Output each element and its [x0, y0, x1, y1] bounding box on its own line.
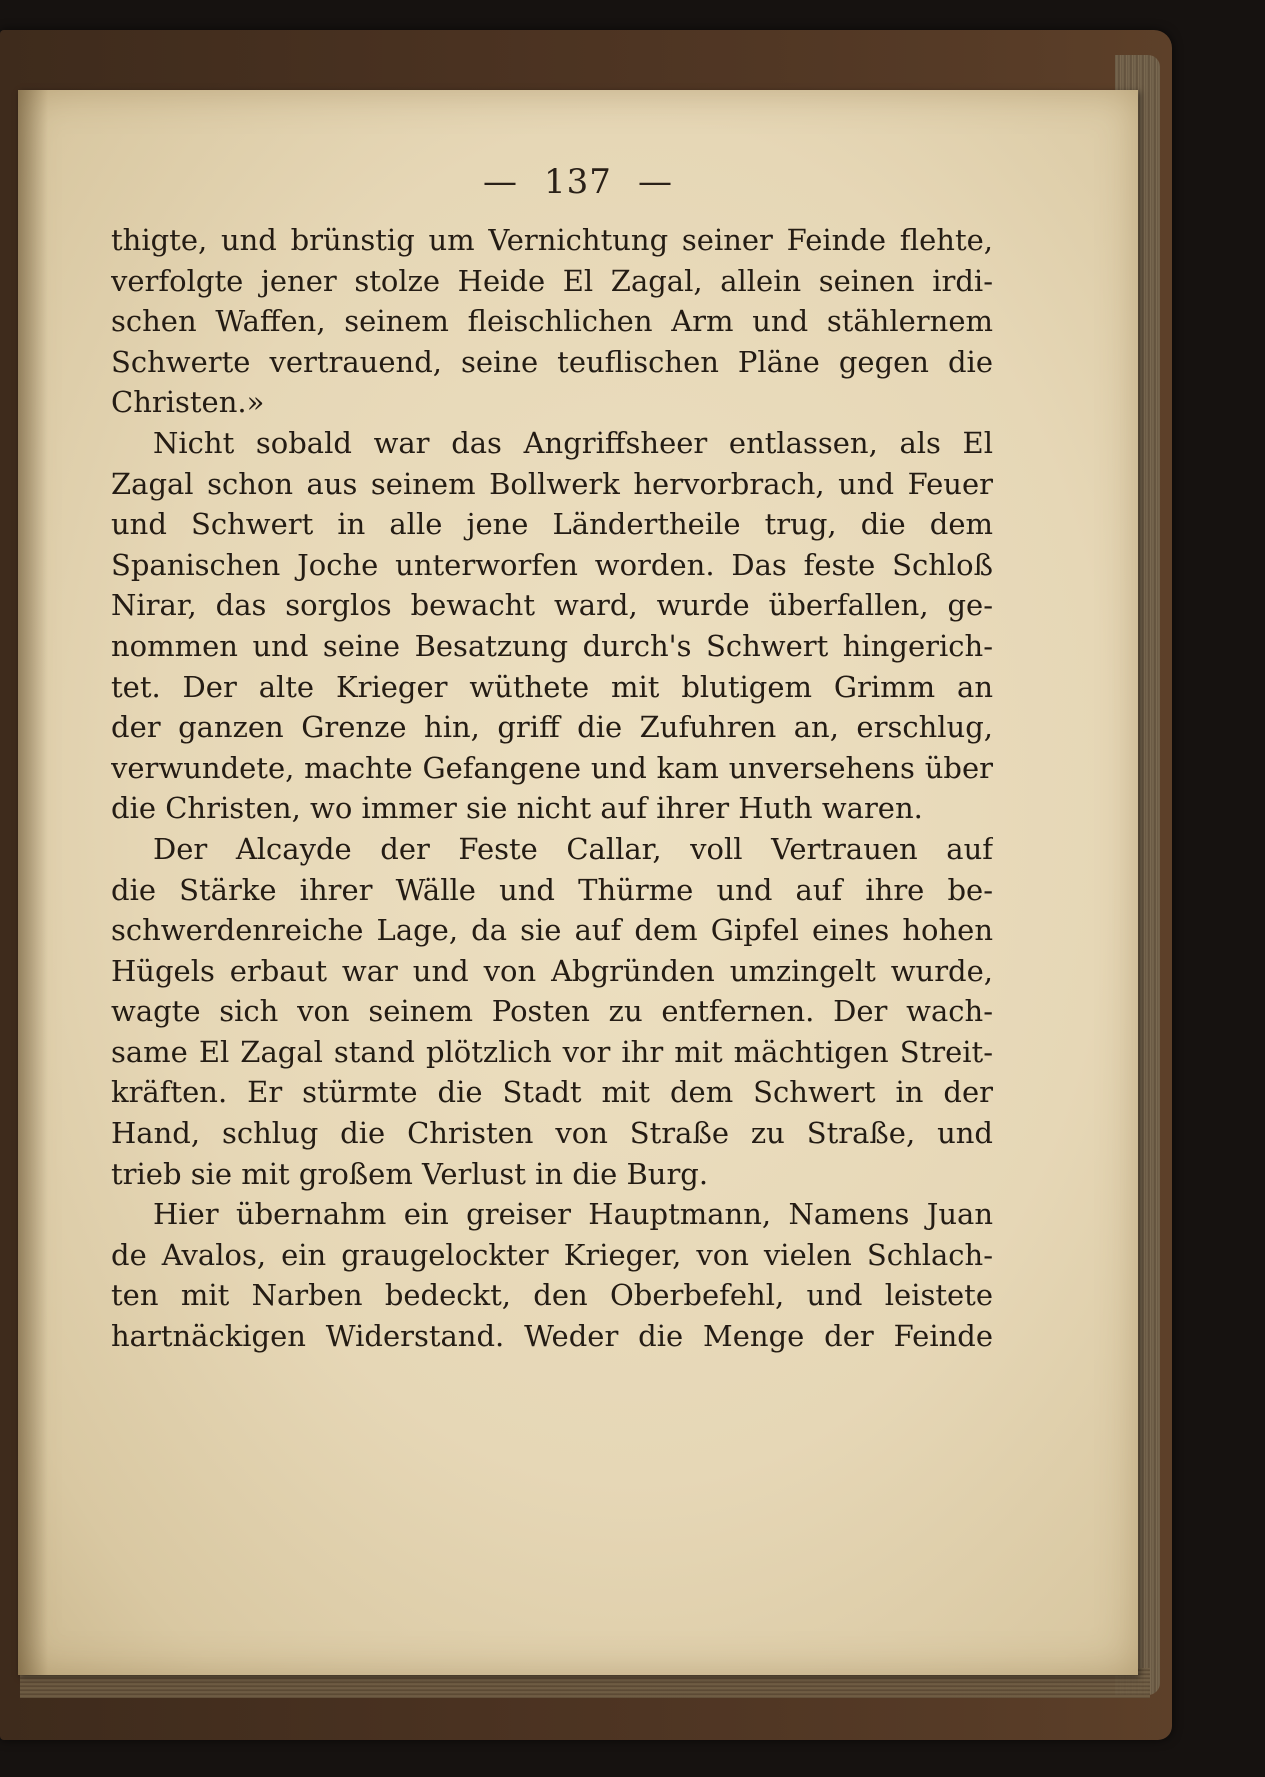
text-line: Zagal schon aus seinem Bollwerk hervorbrach, und Feuer: [111, 466, 993, 501]
page-number-header: [18, 162, 1138, 202]
page-number: 137: [544, 162, 612, 202]
text-line: Hier übernahm ein greiser Hauptmann, Namens Juan: [153, 1197, 993, 1232]
text-line: Hügels erbaut war und von Abgründen umzingelt wurde,: [111, 953, 993, 988]
text-line: schwerdenreiche Lage, da sie auf dem Gipfel eines hohen: [111, 913, 993, 948]
text-line: thigte, und brünstig um Vernichtung seiner Feinde flehte,: [111, 223, 993, 257]
page-gutter-shadow: [18, 90, 48, 1675]
text-line: nommen und seine Besatzung durch's Schwert hingerich-: [111, 628, 993, 663]
text-line: schen Waffen, seinem fleischlichen Arm und stählernem: [111, 304, 993, 339]
text-line: same El Zagal stand plötzlich vor ihr mit mächtigen Streit-: [111, 1034, 993, 1069]
text-line: hartnäckigen Widerstand. Weder die Menge der Feinde: [111, 1319, 993, 1354]
text-line: Der Alcayde der Feste Callar, voll Vertrauen auf: [153, 831, 993, 866]
text-line: Spanischen Joche unterworfen worden. Das feste Schloß: [111, 547, 993, 582]
text-line: Schwerte vertrauend, seine teuflischen Pläne gegen die: [111, 344, 993, 379]
text-line: Nirar, das sorglos bewacht ward, wurde überfallen, ge-: [111, 588, 993, 623]
text-line: trieb sie mit großem Verlust in die Burg.: [111, 1156, 709, 1191]
text-line: kräften. Er stürmte die Stadt mit dem Schwert in der: [111, 1075, 993, 1110]
text-line: der ganzen Grenze hin, griff die Zufuhren an, erschlug,: [111, 710, 993, 745]
text-line: die Stärke ihrer Wälle und Thürme und auf ihre be-: [111, 872, 993, 907]
body-text: [111, 220, 993, 1357]
text-line: wagte sich von seinem Posten zu entfernen. Der wach-: [111, 994, 993, 1029]
text-line: tet. Der alte Krieger wüthete mit blutigem Grimm an: [111, 669, 993, 704]
text-line: verwundete, machte Gefangene und kam unversehens über: [111, 750, 993, 785]
book-page: [18, 90, 1138, 1675]
page-number-dash-left: —: [483, 162, 519, 202]
text-line: die Christen, wo immer sie nicht auf ihrer Huth waren.: [111, 791, 923, 826]
text-line: ten mit Narben bedeckt, den Oberbefehl, und leistete: [111, 1278, 993, 1313]
text-line: de Avalos, ein graugelockter Krieger, von vielen Schlach-: [111, 1237, 993, 1272]
text-line: Christen.»: [111, 385, 265, 420]
text-line: verfolgte jener stolze Heide El Zagal, allein seinen irdi-: [111, 263, 993, 298]
text-line: Hand, schlug die Christen von Straße zu Straße, und: [111, 1116, 993, 1151]
page-number-dash-right: —: [637, 162, 673, 202]
text-line: Nicht sobald war das Angriffsheer entlassen, als El: [153, 425, 993, 460]
text-line: und Schwert in alle jene Ländertheile trug, die dem: [111, 507, 993, 542]
